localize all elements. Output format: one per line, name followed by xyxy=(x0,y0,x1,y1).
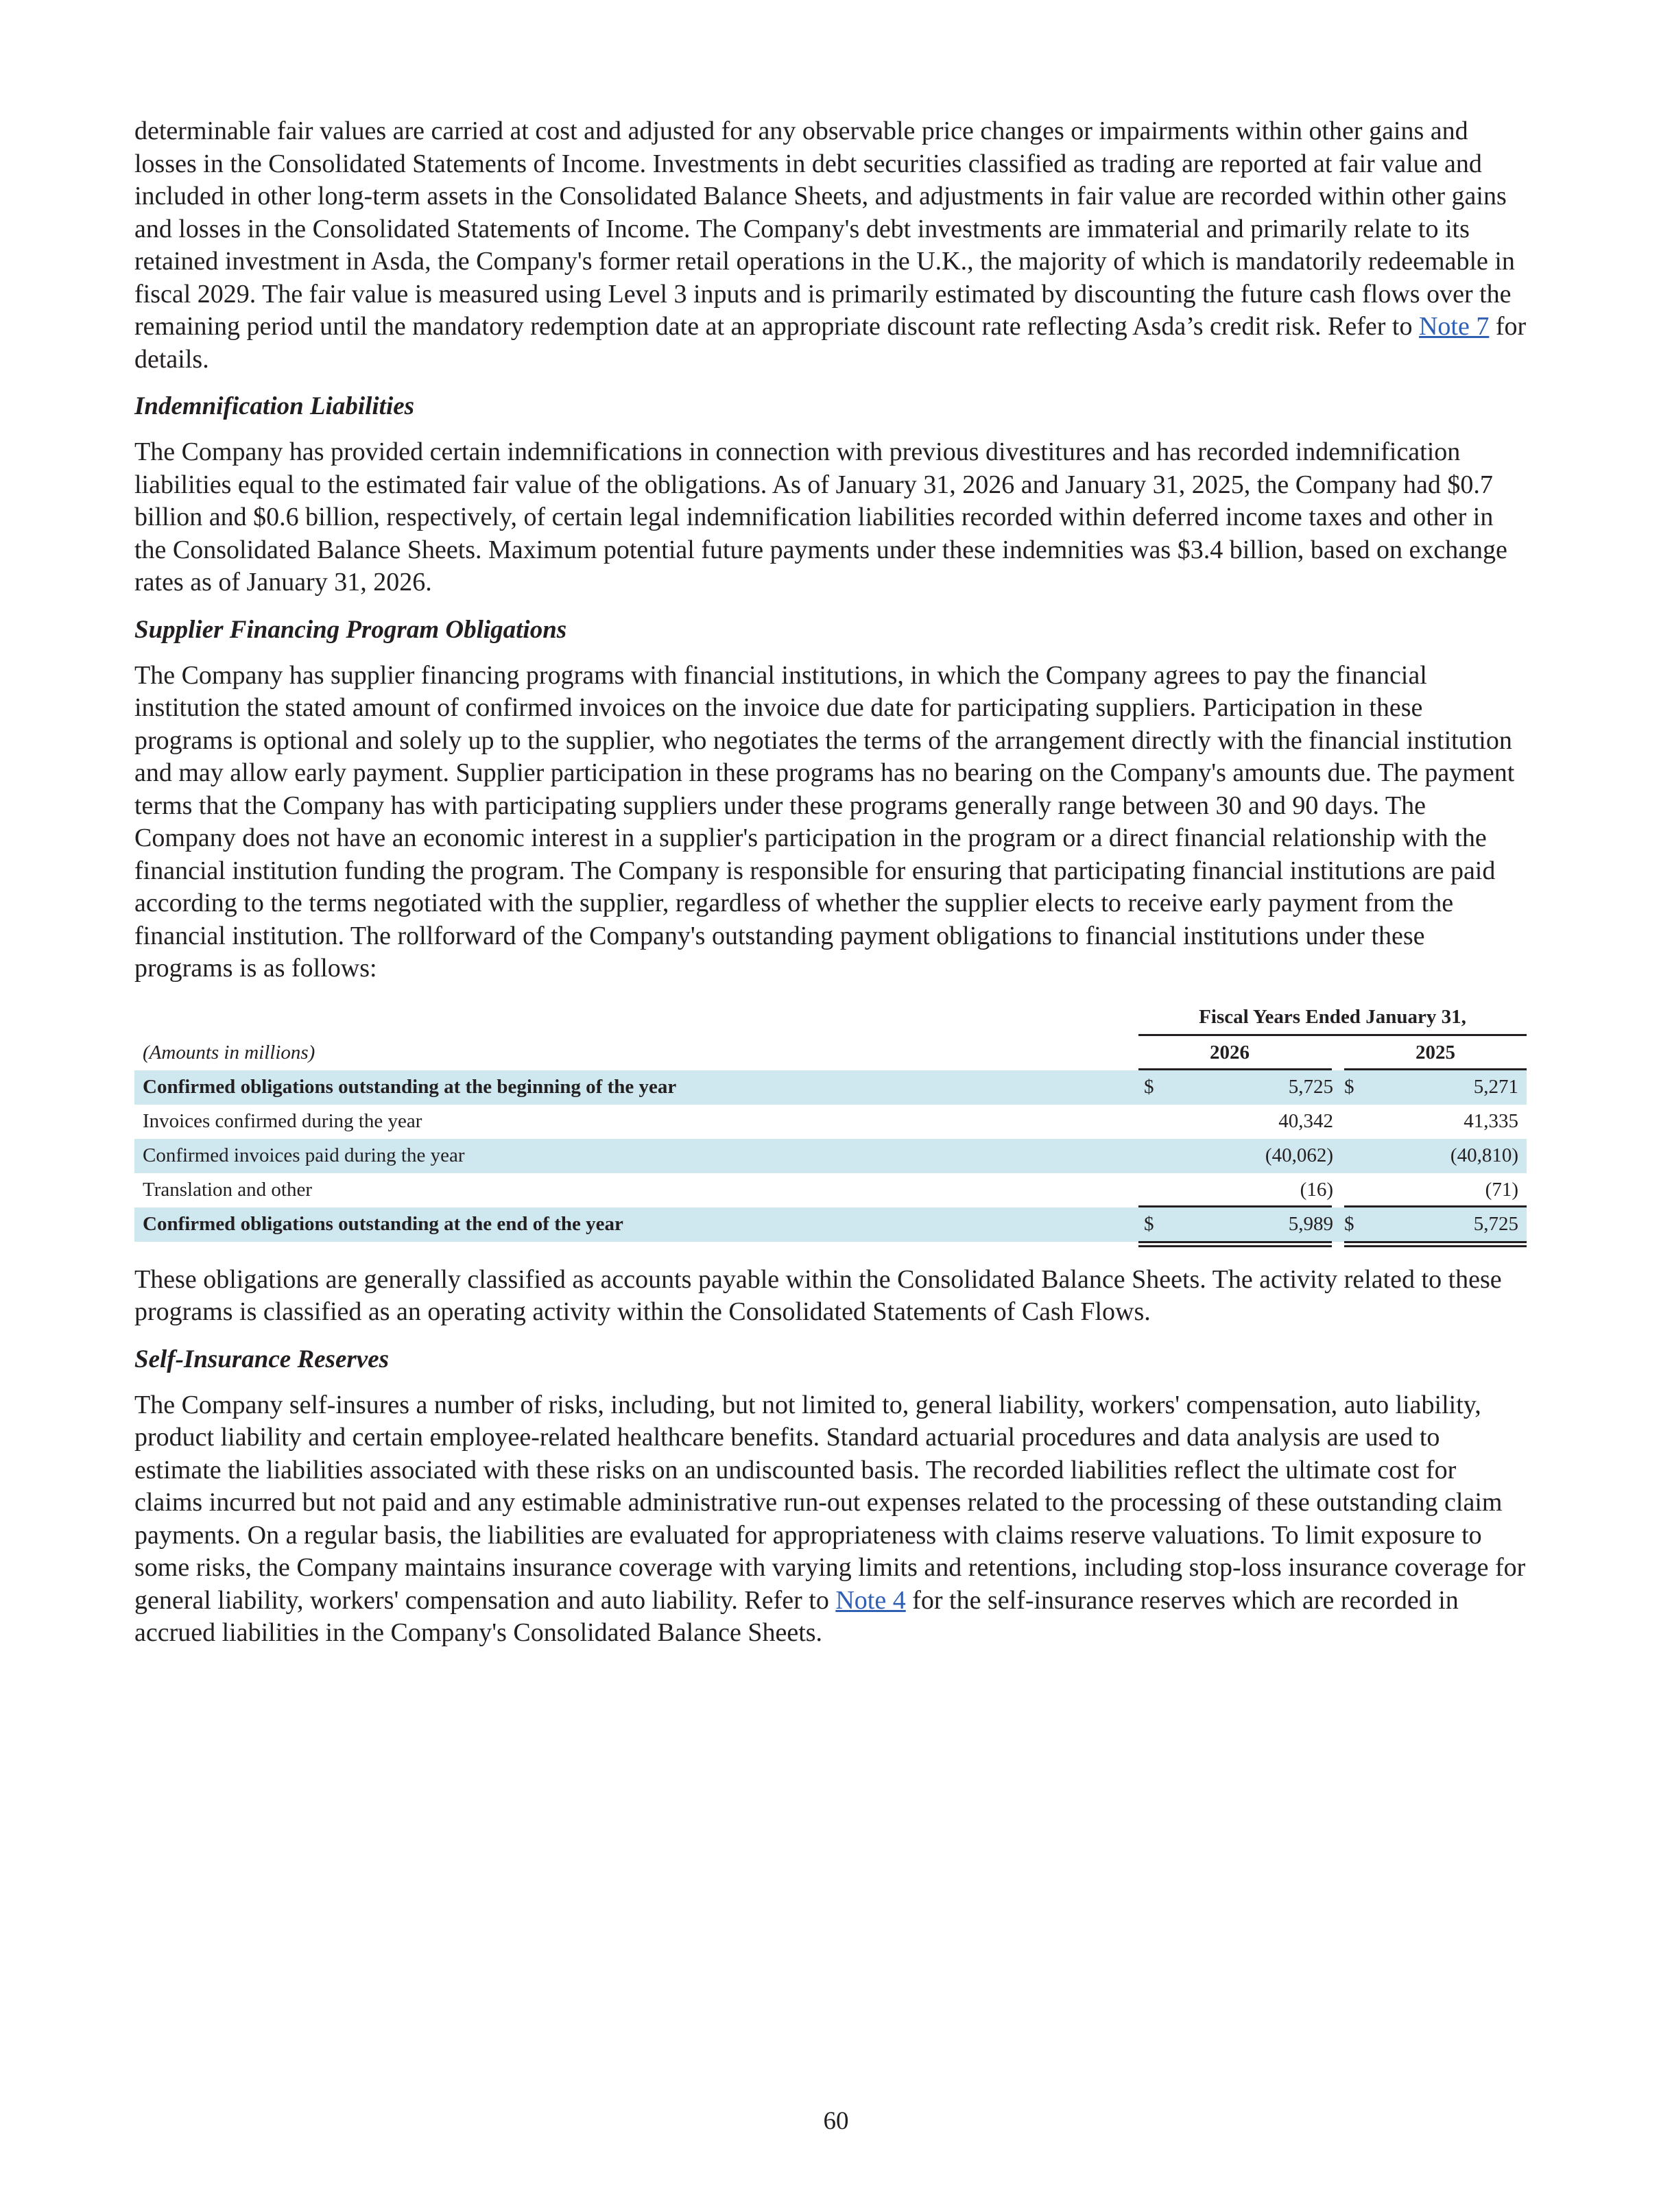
dollar-sign: $ xyxy=(1344,1075,1354,1098)
year-2025-header: 2025 xyxy=(1416,1041,1455,1063)
note-4-link[interactable]: Note 4 xyxy=(835,1585,906,1615)
units-label: (Amounts in millions) xyxy=(143,1041,315,1063)
paragraph-supplier-financing: The Company has supplier financing programs with financial institutions, in which the Company agrees to pay the financial institution the stated amount of confirmed invoices on the invoice due date for participating suppliers. Participation in these programs is optional and solely up to the supplier, who negotiates the terms of the arrangement directly with the financial institution and may allow early payment. Supplier participation in these programs has no bearing on the Company's amounts due. The payment terms that the Company has with participating suppliers under these programs generally range between 30 and 90 days. The Company does not have an economic interest in a supplier's participation in the program or a direct financial relationship with the financial institution funding the program. The Company is responsible for ensuring that participating financial institutions are paid according to the terms negotiated with the supplier, regardless of whether the supplier elects to receive early payment from the financial institution. The rollforward of the Company's outstanding payment obligations to financial institutions under these programs is as follows: xyxy=(134,660,1515,983)
paragraph-tail: for details. xyxy=(134,312,1527,374)
paragraph-tail: for the self-insurance reserves which are recorded in accrued liabilities in the Company's Consolidated Balance Sheets. xyxy=(134,1585,1459,1647)
row-label: Confirmed invoices paid during the year xyxy=(143,1144,465,1166)
document-page xyxy=(134,115,1527,1650)
paragraph-after-table: These obligations are generally classified as accounts payable within the Consolidated Balance Sheets. The activity related to these programs is classified as an operating activity within the Consolidated Statements of Cash Flows. xyxy=(134,1264,1502,1326)
paragraph-indemnification: The Company has provided certain indemnifications in connection with previous divestitures and has recorded indemnification liabilities equal to the estimated fair value of the obligations. As of January 31, 2026 and January 31, 2025, the Company had $0.7 billion and $0.6 billion, respectively, of certain legal indemnification liabilities recorded within deferred income taxes and other in the Consolidated Balance Sheets. Maximum potential future payments under these indemnities was $3.4 billion, based on exchange rates as of January 31, 2026. xyxy=(134,437,1507,597)
note-7-link[interactable]: Note 7 xyxy=(1418,312,1490,341)
paragraph-text: determinable fair values are carried at cost and adjusted for any observable price changes or impairments within other gains and losses in the Consolidated Statements of Income. Investments in debt securities classified as trading are reported at fair value and included in other long-term assets in the Consolidated Balance Sheets, and adjustments in fair value are recorded within other gains and losses in the Consolidated Statements of Income. The Company's debt investments are immaterial and primarily relate to its retained investment in Asda, the Company's former retail operations in the U.K., the majority of which is mandatorily redeemable in fiscal 2029. The fair value is measured using Level 3 inputs and is primarily estimated by discounting the future cash flows over the remaining period until the mandatory redemption date at an appropriate discount rate reflecting Asda’s credit risk. Refer to xyxy=(134,117,1515,341)
table-row xyxy=(134,1105,1527,1139)
table-row xyxy=(134,1139,1527,1173)
paragraph-self-insurance xyxy=(134,1389,1527,1650)
table-row xyxy=(134,1173,1527,1207)
value-2026: 40,342 xyxy=(1278,1109,1333,1132)
dollar-sign: $ xyxy=(1144,1075,1154,1098)
paragraph-text: The Company self-insures a number of risks, including, but not limited to, general liability, workers' compensation, auto liability, product liability and certain employee-related healthcare benefits. Standard actuarial procedures and data analysis are used to estimate the liabilities associated with these risks on an undiscounted basis. The recorded liabilities reflect the ultimate cost for claims incurred but not paid and any estimable administrative run-out expenses related to the processing of these outstanding claim payments. On a regular basis, the liabilities are evaluated for appropriateness with claims reserve valuations. To limit exposure to some risks, the Company maintains insurance coverage with varying limits and retentions, including stop-loss insurance coverage for general liability, workers' compensation and auto liability. Refer to xyxy=(134,1390,1526,1615)
page-number: 60 xyxy=(823,2107,849,2135)
row-label: Translation and other xyxy=(143,1178,313,1201)
value-2026: 5,989 xyxy=(1288,1212,1333,1235)
value-2025: 5,271 xyxy=(1473,1075,1518,1098)
dollar-sign: $ xyxy=(1144,1212,1154,1235)
value-2025: 5,725 xyxy=(1473,1212,1518,1235)
value-2025: (71) xyxy=(1485,1178,1518,1201)
table-header-period xyxy=(134,1002,1527,1036)
heading-supplier-financing: Supplier Financing Program Obligations xyxy=(134,615,567,644)
paragraph-fair-value xyxy=(134,115,1527,376)
row-label: Invoices confirmed during the year xyxy=(143,1109,422,1132)
value-2025: (40,810) xyxy=(1450,1144,1518,1166)
row-label: Confirmed obligations outstanding at the end of the year xyxy=(143,1212,623,1235)
row-label: Confirmed obligations outstanding at the beginning of the year xyxy=(143,1075,677,1098)
table-row xyxy=(134,1070,1527,1105)
heading-self-insurance: Self-Insurance Reserves xyxy=(134,1345,390,1373)
table-row-total xyxy=(134,1207,1527,1242)
value-2026: (40,062) xyxy=(1265,1144,1333,1166)
dollar-sign: $ xyxy=(1344,1212,1354,1235)
table-header-years xyxy=(134,1036,1527,1070)
year-2026-header: 2026 xyxy=(1210,1041,1250,1063)
value-2026: 5,725 xyxy=(1288,1075,1333,1098)
period-header: Fiscal Years Ended January 31, xyxy=(1199,1005,1466,1028)
rollforward-table xyxy=(134,1002,1527,1242)
heading-indemnification: Indemnification Liabilities xyxy=(134,392,415,420)
value-2025: 41,335 xyxy=(1464,1109,1518,1132)
value-2026: (16) xyxy=(1300,1178,1333,1201)
